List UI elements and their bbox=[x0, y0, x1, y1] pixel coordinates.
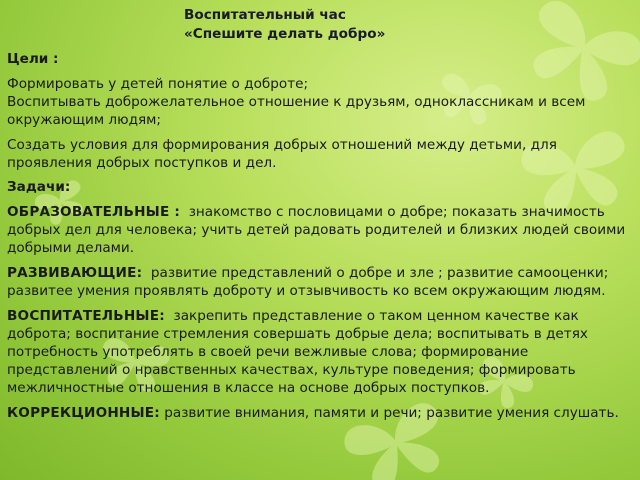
goal-item: Создать условия для формирования добрых отношений между детьми, для проявления добрых поступков и дел. bbox=[7, 137, 557, 171]
task-label: РАЗВИВАЮЩИЕ: bbox=[7, 265, 143, 281]
slide-title bbox=[184, 6, 635, 44]
goal-item: Формировать у детей понятие о доброте; bbox=[7, 76, 309, 92]
goal-item: Воспитывать доброжелательное отношение к друзьям, одноклассникам и всем окружающим людям; bbox=[7, 94, 586, 128]
task-item bbox=[7, 203, 635, 257]
task-item bbox=[7, 307, 635, 397]
title-line-1: Воспитательный час bbox=[184, 7, 346, 23]
task-text: знакомство с пословицами о добре; показать значимость добрых дел для человека; учить детей радовать родителей и близких людей своими добрыми делами. bbox=[7, 204, 626, 256]
tasks-heading: Задачи: bbox=[7, 179, 71, 195]
goals-heading: Цели : bbox=[7, 51, 59, 67]
task-text: развитие внимания, памяти и речи; развитие умения слушать. bbox=[164, 405, 619, 421]
task-label: ВОСПИТАТЕЛЬНЫЕ: bbox=[7, 308, 165, 324]
slide-content bbox=[7, 6, 635, 422]
task-text: закрепить представление о таком ценном качестве как доброта; воспитание стремления совершать добрые дела; воспитывать в детях потребность употреблять в своей речи вежливые слова; формирование представлений о нравственных качествах, культуре поведения; формировать межличностные отношения в классе на основе добрых поступков. bbox=[7, 308, 588, 396]
task-text: развитие представлений о добре и зле ; развитие самооценки; развитее умения проявлять доброту и отзывчивость ко всем окружающим людям. bbox=[7, 265, 609, 299]
title-line-2: «Спешите делать добро» bbox=[184, 26, 386, 42]
task-label: ОБРАЗОВАТЕЛЬНЫЕ : bbox=[7, 204, 181, 220]
task-item bbox=[7, 264, 635, 300]
task-item bbox=[7, 404, 635, 422]
task-label: КОРРЕКЦИОННЫЕ: bbox=[7, 405, 160, 421]
